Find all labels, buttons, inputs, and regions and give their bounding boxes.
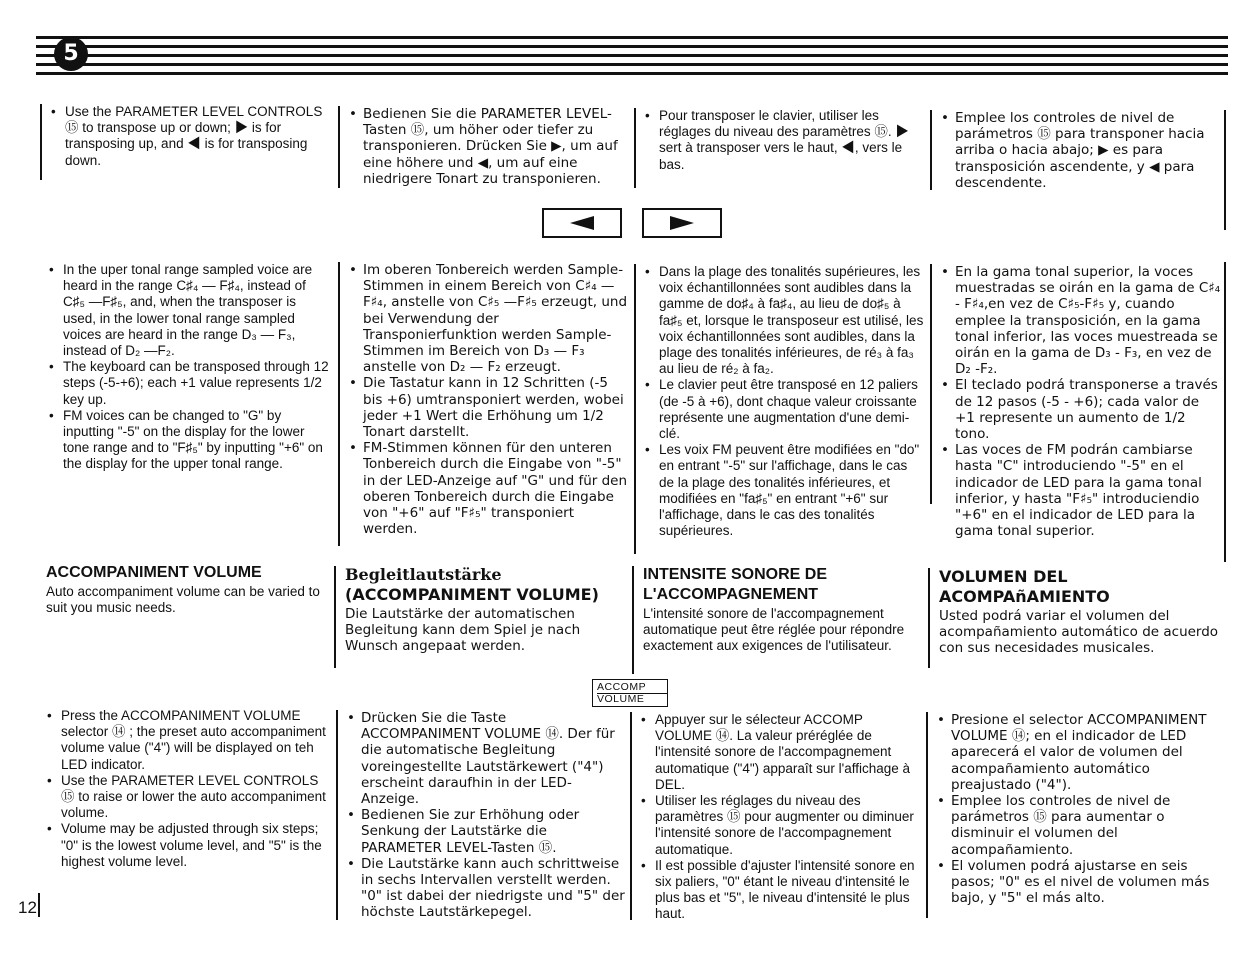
section-heading-sub: (ACCOMPANIMENT VOLUME) bbox=[345, 585, 599, 604]
section-heading: VOLUMEN DEL bbox=[939, 567, 1068, 586]
list-item: • Die Lautstärke kann auch schrittweise in sechs Intervallen verstellt werden. "0" ist dabei der niedrigste und "5" der höchste Lautstärkepegel. bbox=[347, 856, 628, 921]
list-item: • Les voix FM peuvent être modifiées en "do" en entrant "-5" sur l'affichage, dans le cas de la plage des tonalités inférieures, et modifiées en "fa♯₅" en entrant "+6" sur l'affichage, dans le cas des tonalités supérieures. bbox=[645, 442, 924, 539]
transpose-en bbox=[40, 104, 330, 180]
section-heading: Begleitlautstärke bbox=[345, 565, 502, 584]
range-fr bbox=[634, 264, 924, 554]
section-description: Die Lautstärke der automatischen Begleitung kann dem Spiel je nach Wunsch angepaat werden. bbox=[345, 606, 581, 655]
volume-de bbox=[336, 710, 628, 920]
right-column-rule bbox=[1224, 262, 1226, 562]
list-item: • Utiliser les réglages du niveau des paramètres ⑮ pour augmenter ou diminuer l'intensité sonore de l'accompagnement automatique. bbox=[641, 793, 922, 858]
volume-fr bbox=[630, 712, 922, 920]
list-item: • Emplee los controles de nivel de parámetros ⑮ para transponer hacia arriba o hacia abajo; ▶ es para transposición ascendente, y ◀ para descendente. bbox=[941, 110, 1222, 191]
section-heading: INTENSITE SONORE DE bbox=[643, 566, 828, 583]
list-item: • Le clavier peut être transposé en 12 paliers (de -5 à +6), dont chaque valeur croissante représente une augmentation d'une demi-clé. bbox=[645, 377, 924, 442]
list-item: • Dans la plage des tonalités supérieures, les voix échantillonnées sont audibles dans la gamme de do♯₄ à fa♯₄, au lieu de do♯₅ à fa♯₅ et, lorsque le transposeur est utilisé, les voix échantillonnées sont audibles, dans la plage des tonalités inférieures, de ré₃ à fa₃ au lieu de ré₂ à fa₂. bbox=[645, 264, 924, 377]
left-triangle-icon bbox=[570, 216, 594, 230]
list-item: • Im oberen Tonbereich werden Sample-Stimmen in einem Bereich von C♯₄ — F♯₄, anstelle von C♯₅ —F♯₅ erzeugt, und bei Verwendung der Transponierfunktion werden Sample-Stimmen im Bereich von D₃ — F₃ anstelle von D₂ — F₂ erzeugt. bbox=[349, 262, 628, 375]
list-item: • Bedienen Sie zur Erhöhung oder Senkung der Lautstärke die PARAMETER LEVEL-Tasten ⑮. bbox=[347, 807, 628, 856]
page-number-rule bbox=[38, 893, 40, 917]
list-item: • Appuyer sur le sélecteur ACCOMP VOLUME ⑭. La valeur préréglée de l'intensité sonore de l'accompagnement automatique ("4") apparaît sur l'affichage à DEL. bbox=[641, 712, 922, 793]
list-item: • Die Tastatur kann in 12 Schritten (-5 bis +6) umtransponiert werden, wobei jeder +1 Wert die Erhöhung um 1/2 Tonart darstellt. bbox=[349, 375, 628, 440]
list-item: • Volume may be adjusted through six steps; "0" is the lowest volume level, and "5" is the highest volume level. bbox=[47, 821, 330, 870]
section-description: Usted podrá variar el volumen del acompañamiento automático de acuerdo con sus necesidades musicales. bbox=[939, 608, 1219, 657]
list-item: • Use the PARAMETER LEVEL CONTROLS ⑮ to raise or lower the auto accompaniment volume. bbox=[47, 773, 330, 822]
range-es bbox=[930, 264, 1222, 540]
list-item: • Drücken Sie die Taste ACCOMPANIMENT VOLUME ⑭. Der für die automatische Begleitung voreingestellte Lautstärkewert ("4") erscheint daraufhin in der LED-Anzeige. bbox=[347, 710, 628, 807]
accomp-box-line1: ACCOMP bbox=[597, 681, 647, 693]
right-triangle-icon bbox=[670, 216, 694, 230]
section-description: Auto accompaniment volume can be varied to suit you music needs. bbox=[46, 584, 320, 616]
section-heading-sub: ACOMPAñAMIENTO bbox=[939, 587, 1110, 606]
accomp-heading-fr bbox=[632, 566, 924, 674]
volume-es bbox=[926, 712, 1222, 918]
section-heading-sub: L'ACCOMPAGNEMENT bbox=[643, 586, 819, 603]
page-number: 12 bbox=[18, 898, 37, 917]
list-item: • In the uper tonal range sampled voice are heard in the range C♯₄ — F♯₄, instead of C♯₅ —F♯₅, and, when the transposer is used, in the lower tonal range sampled voices are heard in the range D₃ — F₃, instead of D₂ —F₂. bbox=[49, 262, 330, 359]
list-item: • Emplee los controles de nivel de parámetros ⑮ para aumentar o disminuir el volumen del acompañamiento. bbox=[937, 793, 1222, 858]
right-column-rule bbox=[1224, 110, 1226, 230]
list-item: • Bedienen Sie die PARAMETER LEVEL-Tasten ⑮, um höher oder tiefer zu transponieren. Drücken Sie ▶, um auf eine höhere und ◀, um auf eine niedrigere Tonart zu transponieren. bbox=[349, 106, 628, 187]
accomp-heading-de bbox=[334, 566, 628, 668]
list-item: • FM-Stimmen können für den unteren Tonbereich durch die Eingabe von "-5" in der LED-Anzeige auf "G" und für den oberen Tonbereich durch die Eingabe von "+6" auf "F♯₅" transponiert werden. bbox=[349, 440, 628, 537]
list-item: • FM voices can be changed to "G" by inputting "-5" on the display for the lower tone range and to "F♯₅" by inputting "+6" on the display for the upper tonal range. bbox=[49, 408, 330, 473]
list-item: • Use the PARAMETER LEVEL CONTROLS ⑮ to transpose up or down; ▶ is for transposing up, and ◀ is for transposing down. bbox=[51, 104, 330, 169]
list-item: • En la gama tonal superior, la voces muestradas se oirán en la gama de C♯₄ - F♯₄,en vez de C♯₅-F♯₅ y, cuando emplee la transposición, en la gama tonal inferior, las voces muestreada se oirán en la gama de D₃ - F₃, en vez de D₂ -F₂. bbox=[941, 264, 1222, 377]
range-en bbox=[40, 262, 330, 488]
range-de bbox=[338, 262, 628, 546]
transpose-down-button bbox=[542, 208, 622, 238]
accomp-volume-button bbox=[592, 679, 668, 707]
transpose-de bbox=[338, 106, 628, 188]
list-item: • Pour transposer le clavier, utiliser les réglages du niveau des paramètres ⑮. ▶ sert à transposer vers le haut, ◀, vers le bas. bbox=[645, 108, 924, 173]
list-item: • Press the ACCOMPANIMENT VOLUME selector ⑭ ; the preset auto accompaniment volume value ("4") will be displayed on teh LED indicator. bbox=[47, 708, 330, 773]
accomp-box-line2: VOLUME bbox=[597, 693, 667, 705]
transpose-fr bbox=[634, 108, 924, 188]
accomp-heading-en bbox=[40, 564, 330, 624]
list-item: • Il est possible d'ajuster l'intensité sonore en six paliers, "0" étant le niveau d'intensité le plus bas et "5", le niveau d'intensité le plus haut. bbox=[641, 858, 922, 923]
volume-en bbox=[38, 708, 330, 918]
accomp-heading-es bbox=[928, 568, 1222, 668]
section-heading: ACCOMPANIMENT VOLUME bbox=[46, 564, 262, 581]
header-rule-bar bbox=[36, 36, 1228, 76]
transpose-es bbox=[930, 110, 1222, 190]
section-description: L'intensité sonore de l'accompagnement automatique peut être réglée pour répondre exactement aux exigences de l'utilisateur. bbox=[643, 606, 905, 654]
list-item: • El teclado podrá transponerse a través de 12 pasos (-5 - +6); cada valor de +1 represente un aumento de 1/2 tono. bbox=[941, 377, 1222, 442]
list-item: • El volumen podrá ajustarse en seis pasos; "0" es el nivel de volumen más bajo, y "5" el más alto. bbox=[937, 858, 1222, 907]
list-item: • Presione el selector ACCOMPANIMENT VOLUME ⑭; en el indicador de LED aparecerá el valor de volumen del acompañamiento automático preajustado ("4"). bbox=[937, 712, 1222, 793]
list-item: • Las voces de FM podrán cambiarse hasta "C" introduciendo "-5" en el indicador de LED para la gama tonal inferior, y hasta "F♯₅" introduciendio "+6" en el indicador de LED para la gama tonal superior. bbox=[941, 442, 1222, 539]
list-item: • The keyboard can be transposed through 12 steps (-5-+6); each +1 value represents 1/2 key up. bbox=[49, 359, 330, 408]
transpose-up-button bbox=[642, 208, 722, 238]
section-number-badge: 5 bbox=[54, 37, 88, 71]
